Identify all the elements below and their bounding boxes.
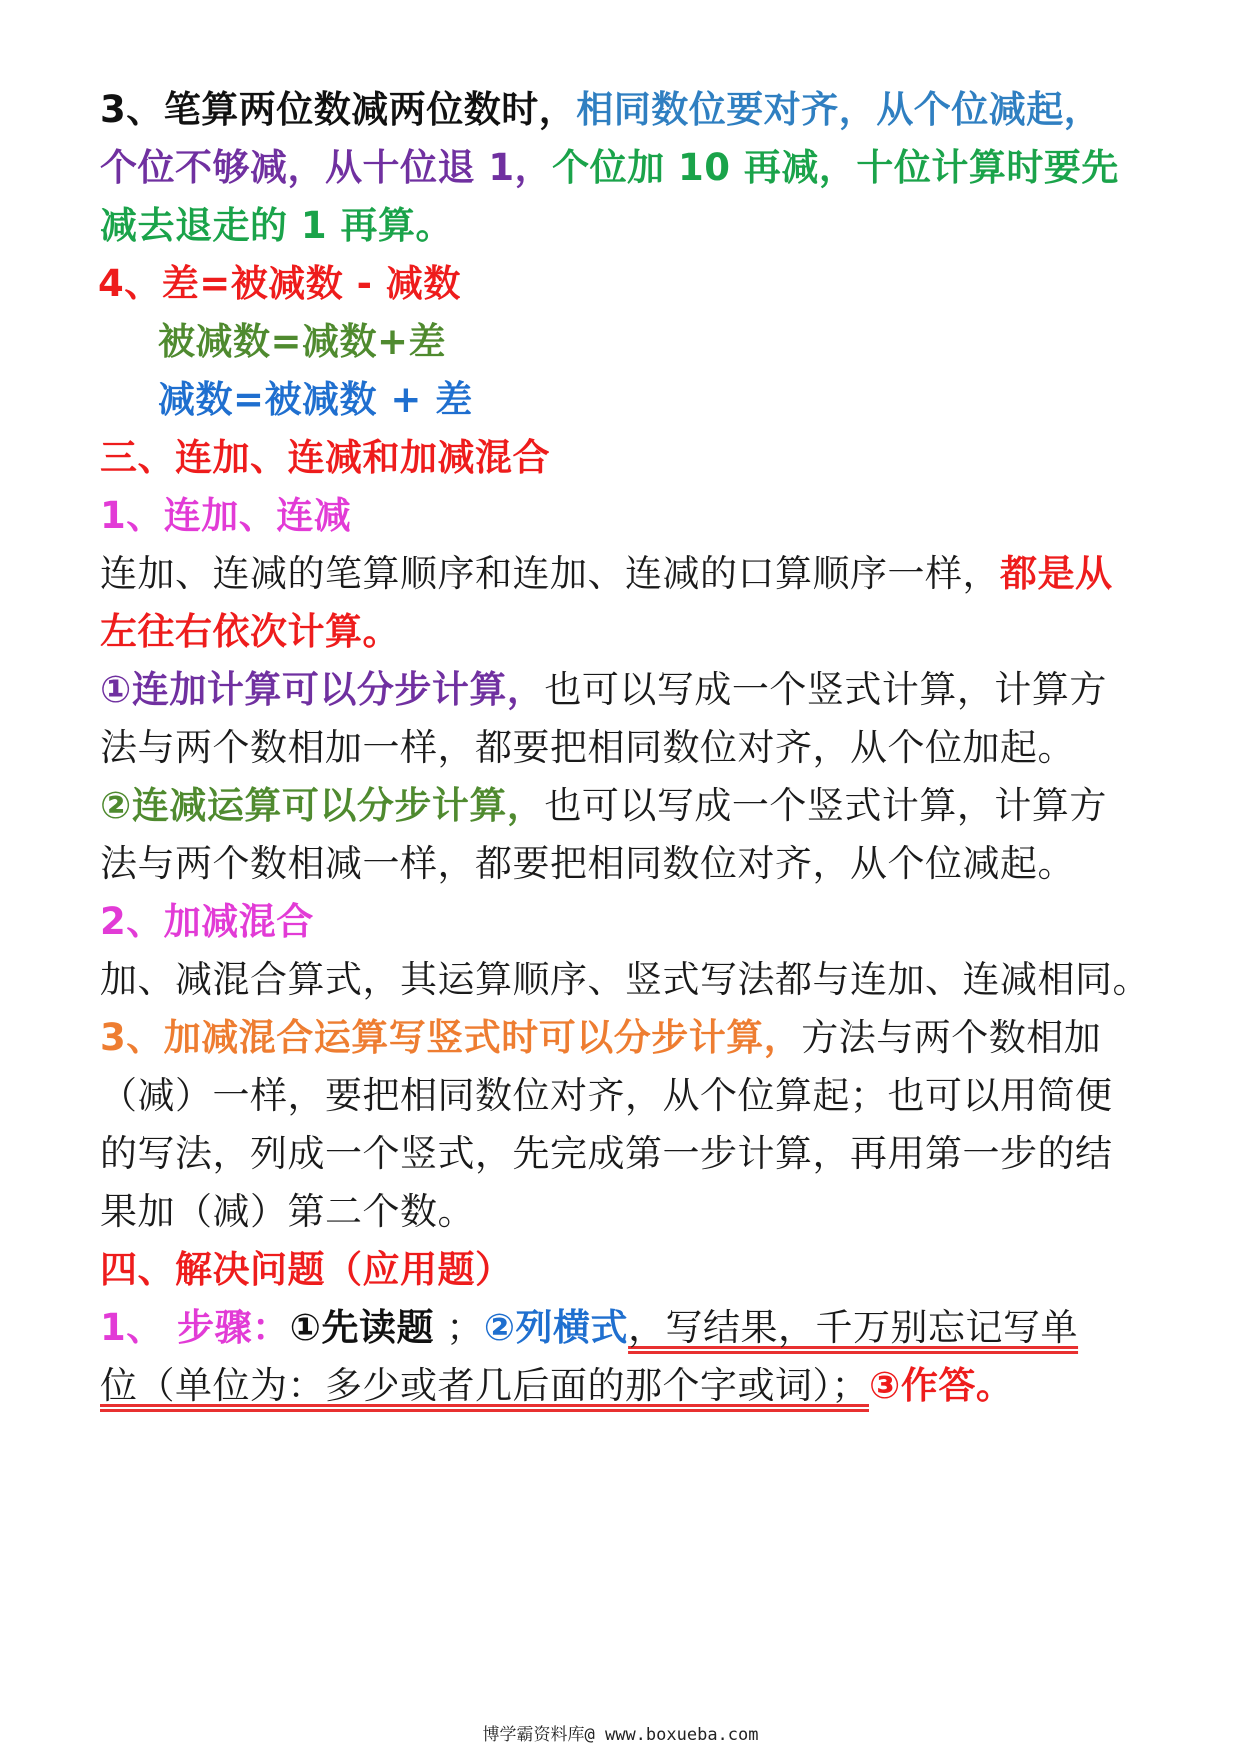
section-3-text-2: 加、减混合算式，其运算顺序、竖式写法都与连加、连减相同。: [100, 958, 1150, 1001]
item-3-line-3: 的写法，列成一个竖式，先完成第一步计算，再用第一步的结: [100, 1132, 1113, 1175]
point-3-borrow-rule: 个位不够减，从十位退 1，: [100, 146, 553, 189]
step-3: ③作答。: [869, 1364, 1014, 1407]
steps-line-2: [100, 1354, 1150, 1418]
item-1-line-1: [100, 658, 1150, 722]
step-2-note: ，写结果，千万别忘记写单: [628, 1306, 1079, 1349]
steps-label: 1、 步骤：: [100, 1306, 290, 1349]
item-1-normal: 也可以写成一个竖式计算，计算方: [544, 668, 1107, 711]
text-1-normal: 连加、连减的笔算顺序和连加、连减的口算顺序一样，: [100, 552, 1000, 595]
formula-subtrahend: 减数=被减数 + 差: [158, 378, 473, 421]
item-1-emphasis: ①连加计算可以分步计算，: [100, 668, 545, 711]
steps-line-1: [100, 1296, 1150, 1360]
item-3-line-4: 果加（减）第二个数。: [100, 1190, 475, 1233]
item-3-emphasis: 3、加减混合运算写竖式时可以分步计算，: [100, 1016, 802, 1059]
point-3-lead: 3、笔算两位数减两位数时，: [100, 88, 577, 131]
section-3-title: 三、连加、连减和加减混合: [100, 436, 550, 479]
point-3-line-1: [100, 78, 1150, 142]
point-3-line-2: [100, 136, 1150, 200]
step-2: ②列横式: [483, 1306, 629, 1349]
item-3-line-1: [100, 1006, 1150, 1070]
formula-minuend: 被减数=减数+差: [158, 320, 447, 363]
footer-url: @ www.boxueba.com: [584, 1725, 759, 1745]
item-3-line-2: （减）一样，要把相同数位对齐，从个位算起；也可以用简便: [100, 1074, 1113, 1117]
step-separator: ；: [433, 1306, 484, 1349]
footer-site-name: 博学霸资料库: [482, 1725, 585, 1745]
footer-watermark: [0, 1720, 1241, 1745]
section-4-title: 四、解决问题（应用题）: [100, 1248, 513, 1291]
point-3-add-ten-rule: 个位加 10 再减，十位计算时要先: [552, 146, 1119, 189]
item-3-normal: 方法与两个数相加: [801, 1016, 1102, 1059]
section-3-sub-2: 2、加减混合: [100, 900, 314, 943]
item-1-line-2: 法与两个数相加一样，都要把相同数位对齐，从个位加起。: [100, 726, 1075, 769]
item-2-emphasis: ②连减运算可以分步计算，: [100, 784, 545, 827]
step-1: ①先读题: [289, 1306, 434, 1349]
section-3-text-1-line-1: [100, 542, 1150, 606]
item-2-normal: 也可以写成一个竖式计算，计算方: [544, 784, 1107, 827]
section-3-sub-1: 1、连加、连减: [100, 494, 352, 537]
unit-note: 位（单位为：多少或者几后面的那个字或词）；: [100, 1364, 869, 1407]
item-2-line-1: [100, 774, 1150, 838]
item-2-line-2: 法与两个数相减一样，都要把相同数位对齐，从个位减起。: [100, 842, 1075, 885]
formula-difference: 4、差=被减数 - 减数: [98, 262, 461, 305]
point-3-align-rule: 相同数位要对齐，从个位减起，: [576, 88, 1102, 131]
text-1-emphasis: 都是从: [1000, 552, 1113, 595]
section-3-text-1-line-2: 左往右依次计算。: [100, 610, 400, 653]
point-3-line-3: 减去退走的 1 再算。: [100, 204, 454, 247]
